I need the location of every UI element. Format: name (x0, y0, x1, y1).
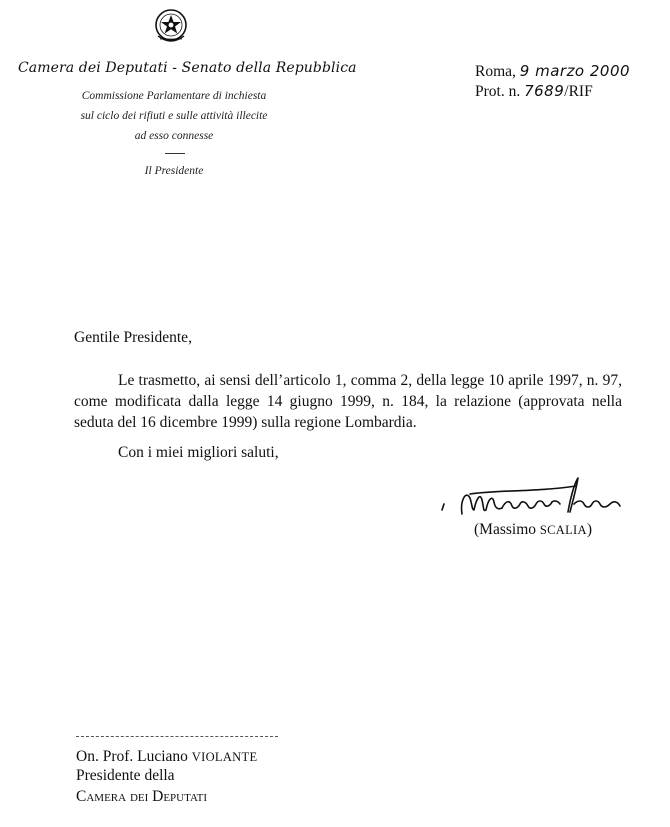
protocol-number (475, 82, 593, 101)
recipient-surname: VIOLANTE (191, 750, 258, 764)
protocol-suffix: /RIF (564, 83, 593, 100)
recipient-line-1 (76, 748, 257, 766)
salutation: Gentile Presidente, (74, 329, 192, 346)
letter-body-text: Le trasmetto, ai sensi dell’articolo 1, comma 2, della legge 10 aprile 1997, n. 97, come modificata dalla legge 14 giugno 1999, n. 184, la relazione (approvata nella seduta del 16 dicembre 1999) sulla regione Lombardia. (74, 372, 622, 431)
letterhead-institution: Camera dei Deputati - Senato della Repubblica (18, 60, 357, 76)
handwritten-signature (436, 470, 636, 522)
place-date (475, 62, 630, 81)
letterhead-commission-line-1: Commissione Parlamentare di inchiesta (81, 90, 267, 102)
place-label: Roma, (475, 63, 516, 80)
signer-name (474, 521, 592, 539)
letterhead-role: Il Presidente (144, 165, 204, 177)
letter-body (74, 370, 622, 433)
signer-open: (Massimo (474, 521, 540, 538)
recipient-line-2: Presidente della (76, 767, 175, 784)
protocol-label: Prot. n. (475, 83, 521, 100)
recipient-line-3 (76, 788, 207, 806)
protocol-handwritten-number: 7689 (524, 82, 565, 100)
handwritten-date: 9 marzo 2000 (519, 62, 631, 80)
signer-surname: SCALIA (539, 523, 587, 537)
letterhead-divider (165, 153, 185, 154)
italian-republic-emblem-icon (153, 6, 189, 46)
recipient-institution: Camera dei Deputati (76, 788, 208, 805)
signer-close: ) (586, 521, 592, 538)
closing: Con i miei migliori saluti, (118, 444, 279, 461)
letterhead-commission-line-3: ad esso connesse (134, 130, 214, 142)
recipient-title-name: On. Prof. Luciano (76, 748, 192, 765)
recipient-divider (76, 736, 278, 737)
letterhead-commission-line-2: sul ciclo dei rifiuti e sulle attività illecite (80, 110, 268, 122)
